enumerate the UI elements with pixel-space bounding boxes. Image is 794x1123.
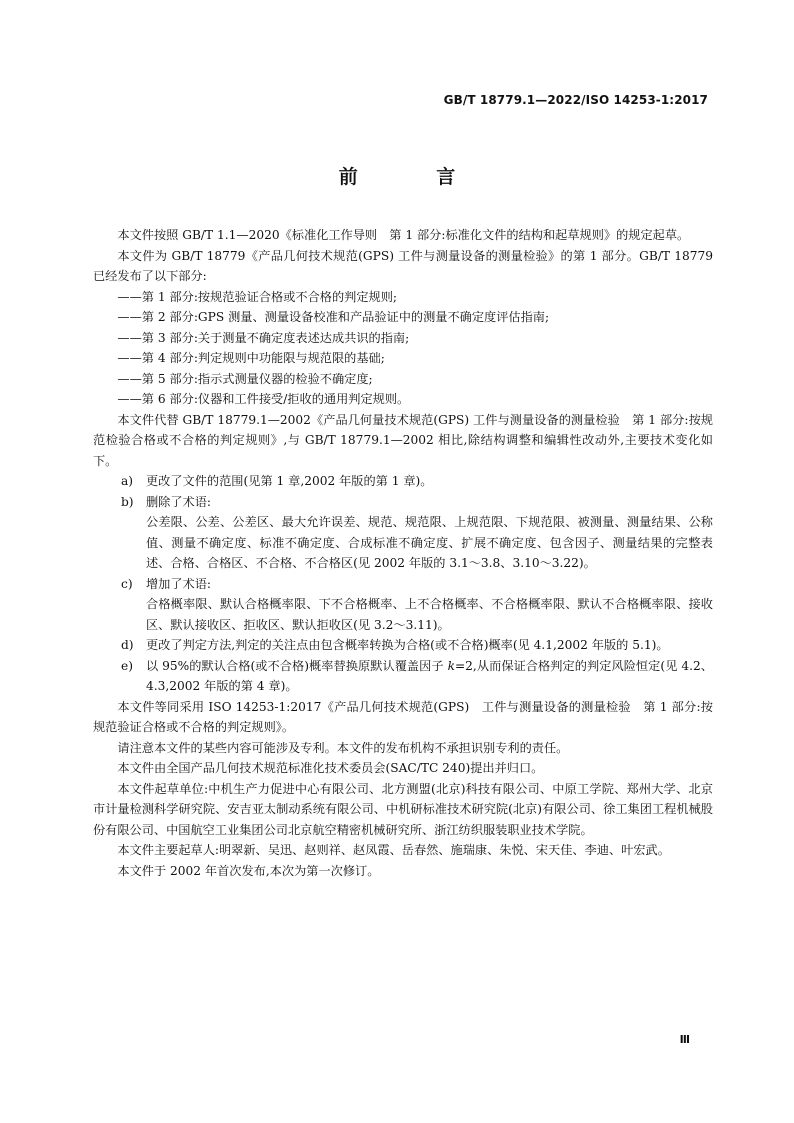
parts-list-item: ——第 3 部分:关于测量不确定度表述达成共识的指南;: [117, 330, 410, 345]
change-text-after: =2,从而保证合格判定的判定风险恒定(见 4.2、4.3,2002 年版的第 4 章)。: [146, 658, 713, 693]
change-text: 增加了术语:: [146, 576, 212, 591]
paragraph-drafting-units: 本文件起草单位:中机生产力促进中心有限公司、北方测盟(北京)科技有限公司、中原工学院、郑州大学、北京市计量检测科学研究院、安吉亚太制动系统有限公司、中机研标准技术研究院(北京)有限公司、徐工集团工程机械股份有限公司、中国航空工业集团公司北京航空精密机械研究所、浙江纺织服装职业技术学院。: [93, 781, 713, 837]
paragraph-series-intro: 本文件为 GB/T 18779《产品几何技术规范(GPS) 工件与测量设备的测量检验》的第 1 部分。GB/T 18779 已经发布了以下部分:: [93, 248, 713, 283]
standard-number: GB/T 18779.1—2022/ISO 14253-1:2017: [443, 93, 708, 107]
change-text: 删除了术语:: [146, 494, 212, 509]
page-title: 前 言: [338, 166, 492, 188]
document-body: [93, 225, 713, 881]
list-marker: b): [121, 494, 134, 509]
change-text-before: 以 95%的默认合格(或不合格)概率替换原默认覆盖因子: [146, 658, 448, 673]
change-item-b: [93, 492, 713, 513]
paragraph-replaces: 本文件代替 GB/T 18779.1—2002《产品几何量技术规范(GPS) 工件与测量设备的测量检验 第 1 部分:按规范检验合格或不合格的判定规则》,与 GB/T 18779.1—2002 相比,除结构调整和编辑性改动外,主要技术变化如下。: [93, 412, 713, 468]
change-item-e: [93, 656, 713, 697]
parts-list-item: ——第 4 部分:判定规则中功能限与规范限的基础;: [117, 351, 385, 365]
paragraph-release-history: 本文件于 2002 年首次发布,本次为第一次修订。: [117, 863, 380, 878]
list-marker: a): [121, 474, 134, 488]
paragraph-drafting-rules: 本文件按照 GB/T 1.1—2020《标准化工作导则 第 1 部分:标准化文件的结构和起草规则》的规定起草。: [117, 228, 690, 242]
paragraph-iso-adoption: 本文件等同采用 ISO 14253-1:2017《产品几何技术规范(GPS) 工件与测量设备的测量检验 第 1 部分:按规范验证合格或不合格的判定规则》。: [93, 699, 713, 734]
paragraph-patent-notice: 请注意本文件的某些内容可能涉及专利。本文件的发布机构不承担识别专利的责任。: [117, 740, 569, 755]
change-item-d: [93, 635, 713, 656]
change-text: 更改了文件的范围(见第 1 章,2002 年版的第 1 章)。: [146, 474, 433, 488]
change-item-c: [93, 574, 713, 595]
parts-list-item: ——第 1 部分:按规范验证合格或不合格的判定规则;: [117, 289, 398, 304]
paragraph-drafters: 本文件主要起草人:明翠新、吴迅、赵则祥、赵凤霞、岳春然、施瑞康、朱悦、宋天佳、李迪、叶宏武。: [117, 843, 670, 857]
parts-list-item: ——第 5 部分:指示式测量仪器的检验不确定度;: [117, 371, 373, 386]
change-text: 更改了判定方法,判定的关注点由包含概率转换为合格(或不合格)概率(见 4.1,2002 年版的 5.1)。: [146, 638, 669, 652]
deleted-terms-list: 公差限、公差、公差区、最大允许误差、规范、规范限、上规范限、下规范限、被测量、测量结果、公称值、测量不确定度、标准不确定度、合成标准不确定度、扩展不确定度、包含因子、测量结果的完整表述、合格、合格区、不合格、不合格区(见 2002 年版的 3.1～3.8、3.10～3.22)。: [146, 515, 713, 570]
parts-list-item: ——第 6 部分:仪器和工件接受/拒收的通用判定规则。: [117, 392, 410, 406]
list-marker: e): [121, 658, 133, 673]
coverage-factor-symbol: k: [447, 658, 455, 673]
added-terms-list: 合格概率限、默认合格概率限、下不合格概率、上不合格概率、不合格概率限、默认不合格概率限、接收区、默认接收区、拒收区、默认拒收区(见 3.2～3.11)。: [146, 597, 713, 632]
parts-list-item: ——第 2 部分:GPS 测量、测量设备校准和产品验证中的测量不确定度评估指南;: [117, 310, 550, 324]
list-marker: c): [121, 576, 133, 591]
list-marker: d): [121, 638, 134, 652]
page-number: Ⅲ: [679, 1033, 690, 1046]
change-item-a: [93, 471, 713, 492]
paragraph-proposer: 本文件由全国产品几何技术规范标准化技术委员会(SAC/TC 240)提出并归口。: [117, 761, 544, 775]
